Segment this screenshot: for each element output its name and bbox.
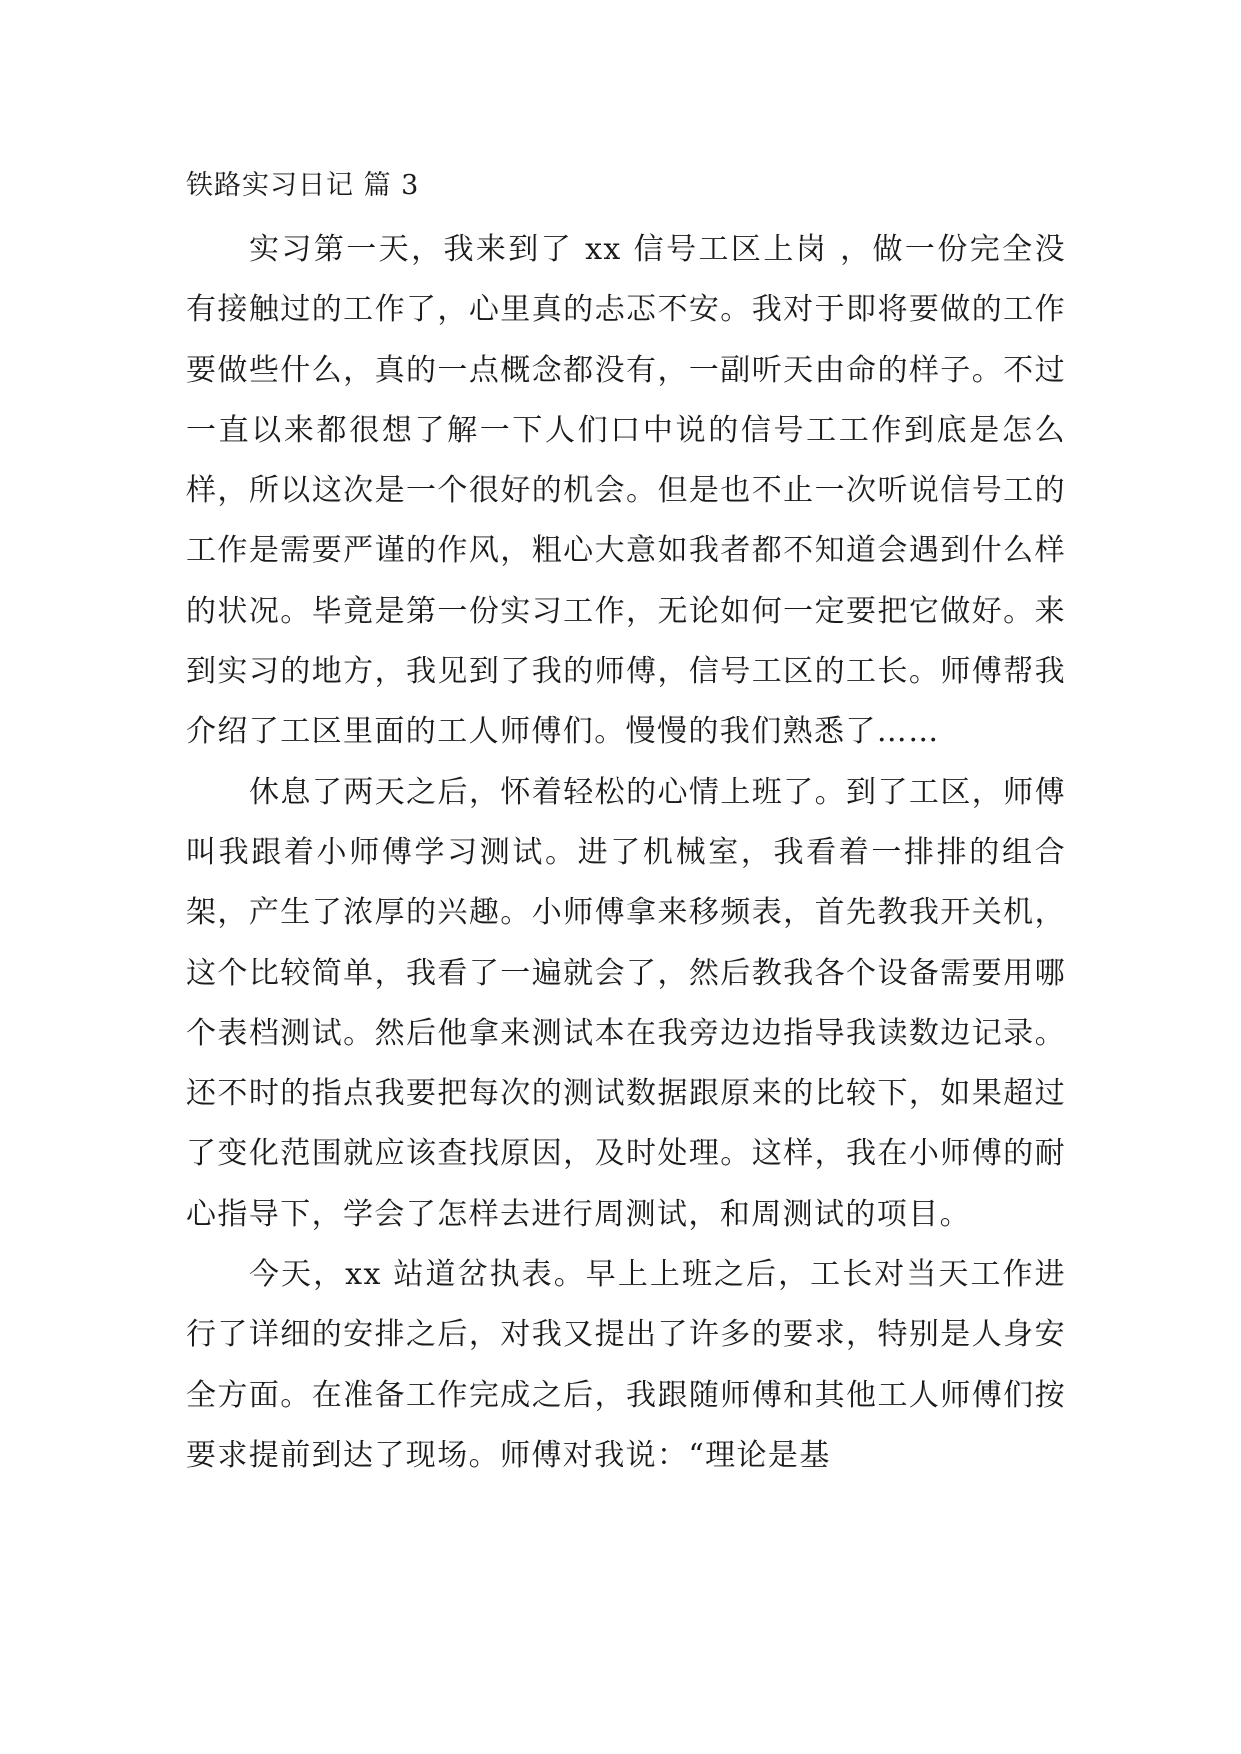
- paragraph-first-day: 实习第一天，我来到了 xx 信号工区上岗 ，做一份完全没有接触过的工作了，心里真的忐忑不安。我对于即将要做的工作要做些什么，真的一点概念都没有，一副听天由命的样子。不过一直以来都很想了解一下人们口中说的信号工工作到底是怎么样，所以这次是一个很好的机会。但是也不止一次听说信号工的工作是需要严谨的作风，粗心大意如我者都不知道会遇到什么样的状况。毕竟是第一份实习工作，无论如何一定要把它做好。来到实习的地方，我见到了我的师傅，信号工区的工长。师傅帮我介绍了工区里面的工人师傅们。慢慢的我们熟悉了……: [186, 232, 1066, 750]
- paragraph-switch-inspection: 今天，xx 站道岔执表。早上上班之后，工长对当天工作进行了详细的安排之后，对我又提出了许多的要求，特别是人身安全方面。在准备工作完成之后，我跟随师傅和其他工人师傅们按要求提前到达了现场。师傅对我说：“理论是基: [186, 1257, 1066, 1473]
- paragraph-weekly-testing: 休息了两天之后，怀着轻松的心情上班了。到了工区，师傅叫我跟着小师傅学习测试。进了机械室，我看着一排排的组合架，产生了浓厚的兴趣。小师傅拿来移频表，首先教我开关机，这个比较简单，我看了一遍就会了，然后教我各个设备需要用哪个表档测试。然后他拿来测试本在我旁边边指导我读数边记录。还不时的指点我要把每次的测试数据跟原来的比较下，如果超过了变化范围就应该查找原因，及时处理。这样，我在小师傅的耐心指导下，学会了怎样去进行周测试，和周测试的项目。: [186, 774, 1066, 1232]
- document-title: 铁路实习日记 篇 3: [186, 170, 420, 201]
- document-body: [186, 220, 1066, 1486]
